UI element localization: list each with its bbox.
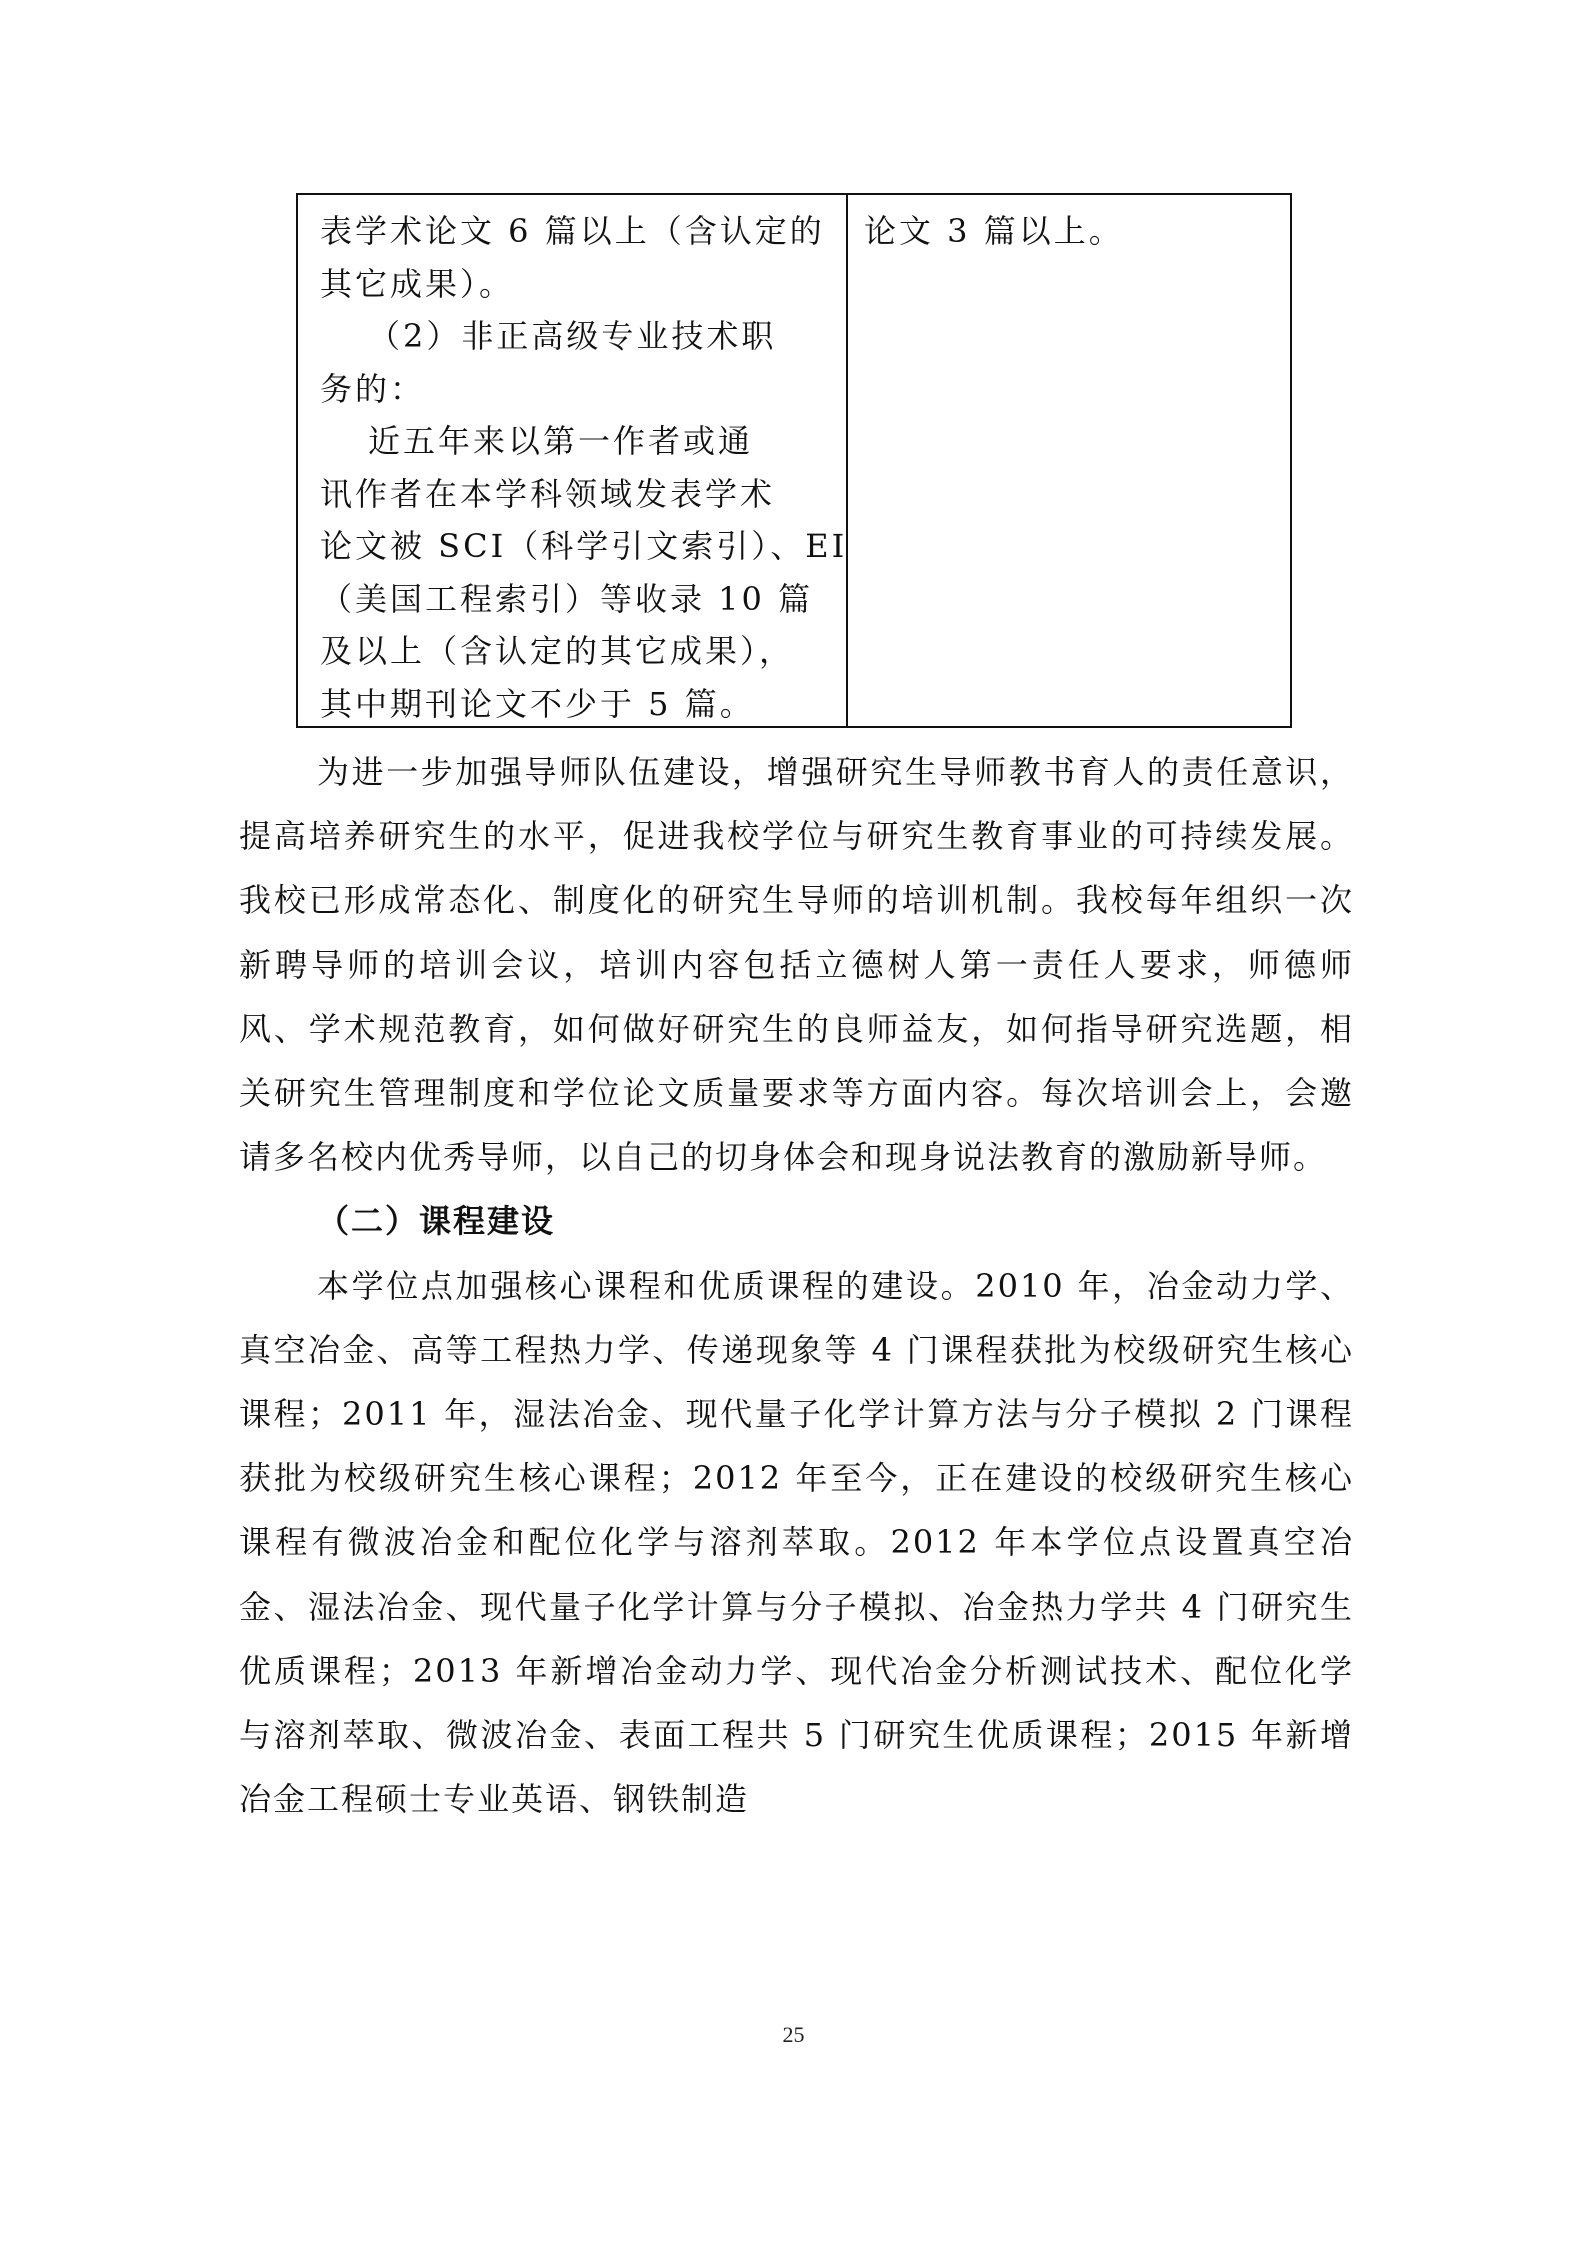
paragraph-supervisor-training: 为进一步加强导师队伍建设，增强研究生导师教书育人的责任意识，提高培养研究生的水平，促进我校学位与研究生教育事业的可持续发展。我校已形成常态化、制度化的研究生导师的培训机制。我校每年组织一次新聘导师的培训会议，培训内容包括立德树人第一责任人要求，师德师风、学术规范教育，如何做好研究生的良师益友，如何指导研究选题，相关研究生管理制度和学位论文质量要求等方面内容。每次培训会上，会邀请多名校内优秀导师，以自己的切身体会和现身说法教育的激励新导师。 [239,753,1354,1177]
table-line: （2）非正高级专业技术职 [368,317,777,355]
table-line: 讯作者在本学科领域发表学术 [320,474,776,513]
table-line: 表学术论文 6 篇以上（含认定的 [320,212,825,250]
table-line: 其它成果）。 [320,264,515,303]
table-line: 务的： [320,369,426,408]
table-line: 其中期刊论文不少于 5 篇。 [320,684,755,723]
requirements-table [296,193,1292,728]
table-line: 论文被 SCI（科学引文索引）、EI [320,527,848,565]
table-line: 及以上（含认定的其它成果）， [320,632,795,670]
page-number: 25 [782,2022,805,2047]
table-line: 论文 3 篇以上。 [864,212,1124,250]
table-line: （美国工程索引）等收录 10 篇 [320,579,814,618]
body-text [239,740,1354,1831]
paragraph-course-construction: 本学位点加强核心课程和优质课程的建设。2010 年，冶金动力学、真空冶金、高等工程热力学、传递现象等 4 门课程获批为校级研究生核心课程；2011 年，湿法冶金、现代量子化学计算方法与分子模拟 2 门课程获批为校级研究生核心课程；2012 年至今，正在建设的校级研究生核心课程有微波冶金和配位化学与溶剂萃取。2012 年本学位点设置真空冶金、湿法冶金、现代量子化学计算与分子模拟、冶金热力学共 4 门研究生优质课程；2013 年新增冶金动力学、现代冶金分析测试技术、配位化学与溶剂萃取、微波冶金、表面工程共 5 门研究生优质课程；2015 年新增冶金工程硕士专业英语、钢铁制造 [239,1266,1354,1819]
table-left-cell [298,195,848,726]
section-heading: （二）课程建设 [317,1202,556,1241]
table-line: 近五年来以第一作者或通 [368,422,754,460]
table-right-cell [848,195,1290,726]
